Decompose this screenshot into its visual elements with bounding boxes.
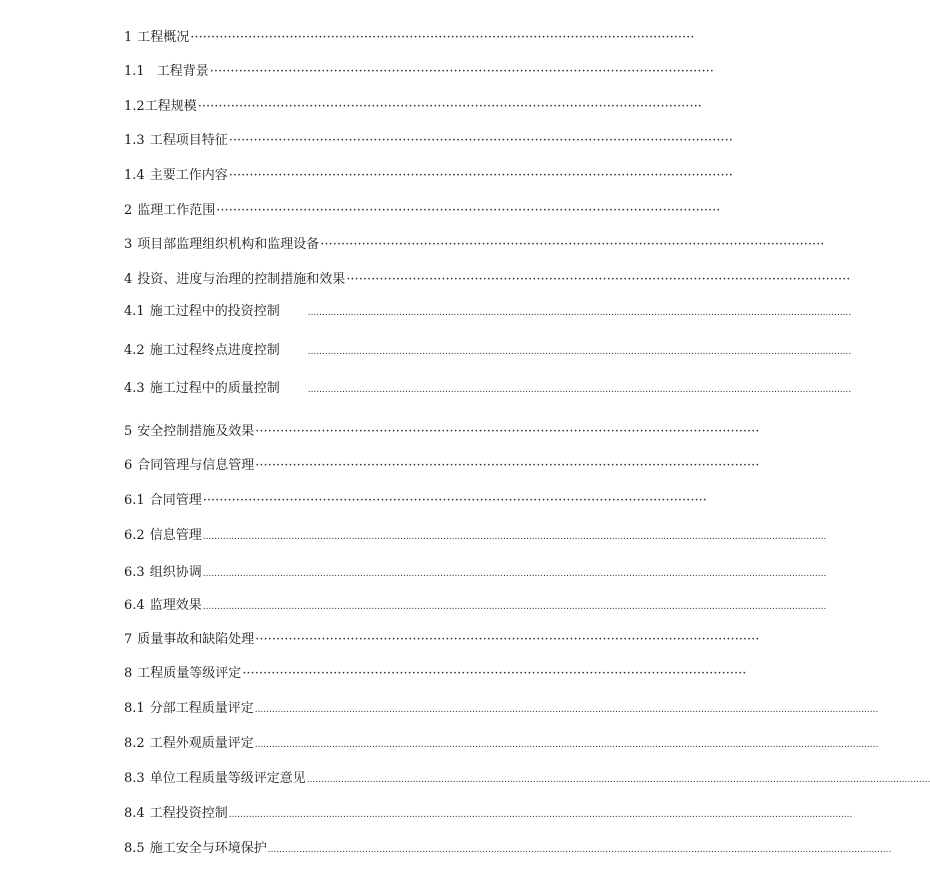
toc-entry-8-2[interactable] [124, 736, 879, 753]
toc-entry-3[interactable] [124, 237, 825, 253]
toc-number: 4.1 [124, 304, 145, 319]
toc-number: 8 [124, 666, 133, 681]
toc-entry-6-2[interactable] [124, 528, 827, 545]
toc-title: 施工安全与环境保护 [149, 841, 267, 856]
toc-entry-6-1[interactable] [124, 493, 707, 509]
toc-number: 5 [124, 424, 133, 439]
dot-leader: ·························································································································· [197, 99, 702, 114]
toc-entry-8-5[interactable] [124, 841, 892, 858]
toc-entry-4[interactable] [124, 272, 851, 288]
toc-title: 施工过程终点进度控制 [149, 343, 280, 358]
toc-number: 6.1 [124, 493, 145, 508]
toc-entry-6-3[interactable] [124, 565, 827, 582]
toc-number: 7 [124, 632, 133, 647]
toc-title: 施工过程中的投资控制 [149, 304, 280, 319]
dot-leader: ·························································································································· [228, 133, 733, 148]
toc-title: 工程质量等级评定 [137, 666, 242, 681]
toc-entry-8-1[interactable] [124, 701, 879, 718]
toc-number: 4 [124, 272, 133, 287]
dot-leader: .......................................................................................................................................................................................................................... [267, 845, 892, 855]
toc-entry-2[interactable] [124, 203, 721, 219]
toc-title: 工程项目特征 [149, 133, 228, 148]
dot-leader: .......................................................................................................................................................................................................................... [202, 602, 827, 612]
toc-number: 4.2 [124, 343, 145, 358]
dot-leader: .......................................................................................................................................................................................................................... [228, 810, 853, 820]
dot-leader: ·························································································································· [346, 272, 851, 287]
toc-number: 8.2 [124, 736, 145, 751]
toc-title: 单位工程质量等级评定意见 [149, 771, 306, 786]
toc-number: 6.3 [124, 565, 145, 580]
toc-number: 8.4 [124, 806, 145, 821]
dot-leader: ·························································································································· [255, 458, 760, 473]
toc-title: 质量事故和缺陷处理 [137, 632, 255, 647]
toc-number: 4.3 [124, 381, 145, 396]
toc-entry-6[interactable] [124, 458, 760, 474]
dot-leader: .......................................................................................................................................................................................................................... [202, 532, 827, 542]
toc-number: 8.1 [124, 701, 145, 716]
dot-leader: ·························································································································· [202, 493, 707, 508]
toc-number: 1.1 [124, 64, 145, 79]
toc-entry-5[interactable] [124, 424, 760, 440]
dot-leader: ·························································································································· [255, 424, 760, 439]
dot-leader: .......................................................................................................................................................................................................................... [202, 569, 827, 579]
toc-entry-1[interactable] [124, 30, 696, 46]
toc-number: 6.2 [124, 528, 145, 543]
toc-entry-1-2[interactable] [124, 99, 702, 115]
toc-title: 分部工程质量评定 [149, 701, 254, 716]
toc-number: 3 [124, 237, 133, 252]
toc-number: 1 [124, 30, 133, 45]
toc-entry-6-4[interactable] [124, 598, 827, 615]
toc-entry-1-4[interactable] [124, 168, 733, 184]
toc-entry-8-3[interactable] [124, 771, 930, 788]
toc-title: 组织协调 [149, 565, 202, 580]
dot-leader: ·························································································································· [190, 30, 695, 45]
toc-entry-4-2[interactable] [124, 343, 852, 360]
toc-entry-1-3[interactable] [124, 133, 733, 149]
toc-title: 监理效果 [149, 598, 202, 613]
toc-entry-4-1[interactable] [124, 304, 852, 321]
dot-leader: ·························································································································· [209, 64, 714, 79]
dot-leader: .......................................................................................................................................................................................................................... [254, 705, 879, 715]
dot-leader: ·························································································································· [320, 237, 825, 252]
toc-title: 监理工作范围 [137, 203, 216, 218]
toc-number: 1.2 [124, 99, 145, 114]
dot-leader: ·························································································································· [216, 203, 721, 218]
toc-entry-8[interactable] [124, 666, 747, 682]
dot-leader: .............................................................................................................................................................................................. [307, 308, 852, 318]
toc-number: 6.4 [124, 598, 145, 613]
toc-title: 主要工作内容 [149, 168, 228, 183]
toc-entry-1-1[interactable] [124, 64, 714, 80]
toc-title: 工程投资控制 [149, 806, 228, 821]
toc-number: 6 [124, 458, 133, 473]
toc-number: 1.3 [124, 133, 145, 148]
toc-title: 施工过程中的质量控制 [149, 381, 280, 396]
toc-entry-7[interactable] [124, 632, 760, 648]
dot-leader: .............................................................................................................................................................................................. [307, 385, 852, 395]
toc-title: 安全控制措施及效果 [137, 424, 255, 439]
toc-number: 1.4 [124, 168, 145, 183]
dot-leader: ·························································································································· [255, 632, 760, 647]
toc-title: 项目部监理组织机构和监理设备 [137, 237, 320, 252]
toc-title: 工程规模 [144, 99, 197, 114]
toc-title: 合同管理 [149, 493, 202, 508]
toc-title: 工程概况 [137, 30, 190, 45]
dot-leader: ·························································································································· [228, 168, 733, 183]
toc-title: 投资、进度与治理的控制措施和效果 [137, 272, 346, 287]
dot-leader: .......................................................................................................................................................................................................................... [306, 775, 930, 785]
toc-title: 工程背景 [156, 64, 209, 79]
toc-number: 8.5 [124, 841, 145, 856]
toc-title: 合同管理与信息管理 [137, 458, 255, 473]
toc-title: 信息管理 [149, 528, 202, 543]
dot-leader: .............................................................................................................................................................................................. [307, 347, 852, 357]
toc-entry-4-3[interactable] [124, 381, 852, 398]
toc-number: 2 [124, 203, 133, 218]
toc-number: 8.3 [124, 771, 145, 786]
toc-title: 工程外观质量评定 [149, 736, 254, 751]
dot-leader: .......................................................................................................................................................................................................................... [254, 740, 879, 750]
dot-leader: ·························································································································· [242, 666, 747, 681]
toc-entry-8-4[interactable] [124, 806, 853, 823]
